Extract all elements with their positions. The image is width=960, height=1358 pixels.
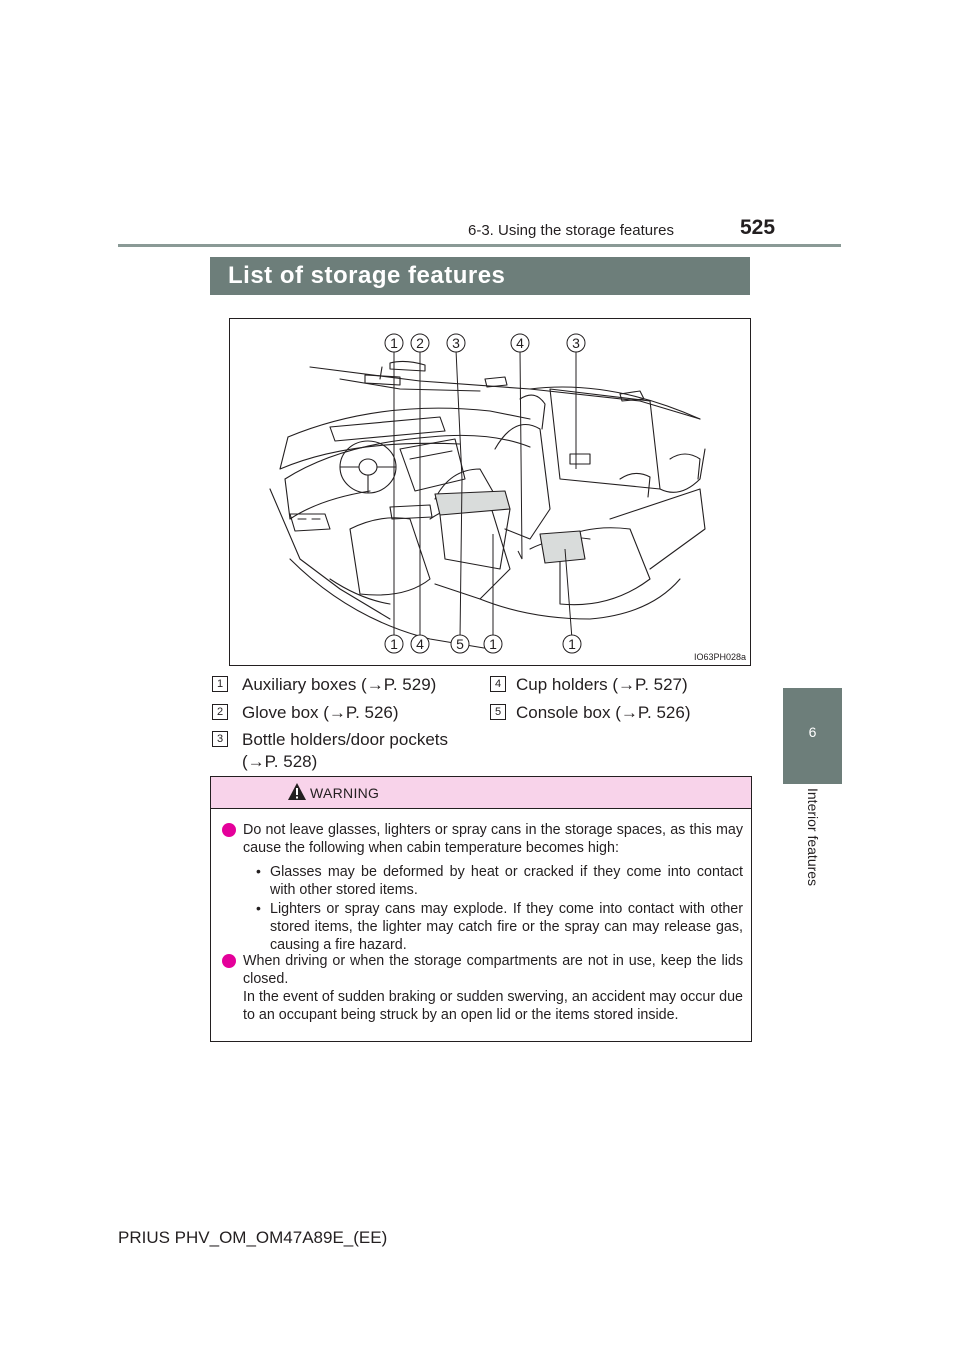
svg-text:1: 1 xyxy=(489,636,497,652)
page-number: 525 xyxy=(740,216,776,239)
warning-triangle-icon xyxy=(287,782,307,801)
svg-text:3: 3 xyxy=(452,335,460,351)
svg-text:2: 2 xyxy=(416,335,424,351)
legend-item-cup-holders: Cup holders (→P. 527) xyxy=(516,675,688,694)
callout-top-5 xyxy=(567,334,585,352)
callout-bottom-1 xyxy=(385,635,403,653)
section-banner xyxy=(210,257,750,295)
section-title: List of storage features xyxy=(228,262,506,289)
legend-number: 4 xyxy=(490,676,506,692)
figure-code: IO63PH028a xyxy=(693,652,746,662)
chapter-number: 6 xyxy=(808,724,817,740)
svg-text:1: 1 xyxy=(390,335,398,351)
chapter-tab xyxy=(783,688,842,784)
running-header: 6-3. Using the storage features xyxy=(468,222,674,239)
legend-item-bottle-holders-ref: (→P. 528) xyxy=(242,752,318,771)
legend-item-glove-box: Glove box (→P. 526) xyxy=(242,703,399,722)
bullet-dot xyxy=(222,954,236,968)
warning-box xyxy=(210,776,752,1042)
callout-bottom-5 xyxy=(563,635,581,653)
legend-item-console-box: Console box (→P. 526) xyxy=(516,703,691,722)
storage-illustration xyxy=(229,318,751,666)
document-footer: PRIUS PHV_OM_OM47A89E_(EE) xyxy=(118,1228,388,1247)
sub-bullet: • xyxy=(256,863,261,879)
warning-sub-1: Glasses may be deformed by heat or cracked if they come into contact with other stored items. xyxy=(270,864,743,898)
legend-number: 3 xyxy=(212,731,228,747)
svg-text:4: 4 xyxy=(516,335,524,351)
legend-item-auxiliary-boxes: Auxiliary boxes (→P. 529) xyxy=(242,675,437,694)
svg-text:1: 1 xyxy=(390,636,398,652)
svg-text:4: 4 xyxy=(416,636,424,652)
legend-item-bottle-holders: Bottle holders/door pockets xyxy=(242,730,449,749)
car-interior-drawing xyxy=(230,319,750,665)
warning-paragraph-2: When driving or when the storage compartments are not in use, keep the lids closed. xyxy=(243,953,743,987)
callout-top-2 xyxy=(411,334,429,352)
svg-text:5: 5 xyxy=(456,636,464,652)
callout-top-4 xyxy=(511,334,529,352)
warning-header xyxy=(211,777,751,809)
svg-text:3: 3 xyxy=(572,335,580,351)
svg-text:1: 1 xyxy=(568,636,576,652)
warning-paragraph-1: Do not leave glasses, lighters or spray cans in the storage spaces, as this may cause the following when cabin temperature becomes high: xyxy=(243,822,743,856)
header-divider xyxy=(118,244,841,247)
warning-title: WARNING xyxy=(310,785,380,801)
legend-number: 5 xyxy=(490,704,506,720)
sub-bullet: • xyxy=(256,900,261,916)
callout-top-1 xyxy=(385,334,403,352)
warning-paragraph-3: In the event of sudden braking or sudden swerving, an accident may occur due to an occupant being struck by an open lid or the items stored inside. xyxy=(243,989,743,1023)
bullet-dot xyxy=(222,823,236,837)
chapter-title: Interior features xyxy=(805,788,821,887)
callout-bottom-4 xyxy=(484,635,502,653)
callout-bottom-2 xyxy=(411,635,429,653)
legend-number: 2 xyxy=(212,704,228,720)
legend-number: 1 xyxy=(212,676,228,692)
callout-bottom-3 xyxy=(451,635,469,653)
callout-top-3 xyxy=(447,334,465,352)
warning-sub-2: Lighters or spray cans may explode. If they come into contact with other stored items, the lighter may catch fire or the spray can may release gas, causing a fire hazard. xyxy=(270,901,743,953)
